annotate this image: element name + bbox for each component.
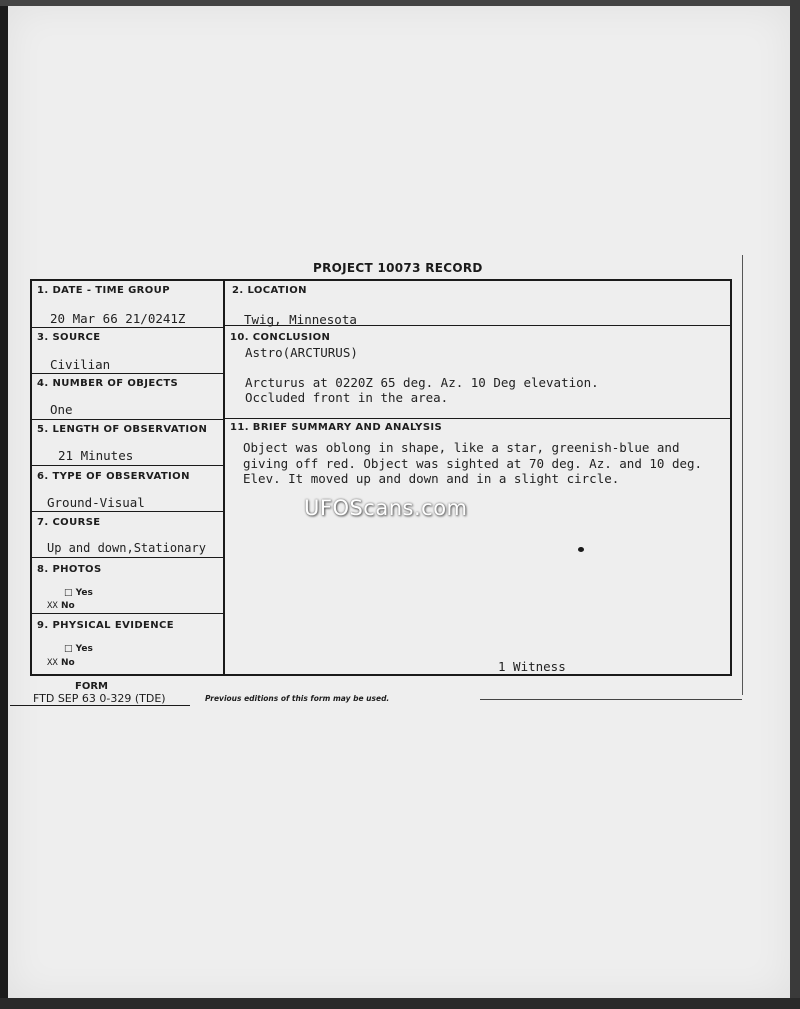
- conclusion-value: Astro(ARCTURUS): [245, 345, 358, 360]
- source-value: Civilian: [50, 357, 111, 372]
- length-of-observation-value: 21 Minutes: [58, 448, 134, 463]
- photos-yes-checkbox: [64, 588, 93, 598]
- form-title: PROJECT 10073 RECORD: [313, 261, 483, 275]
- photos-no-checkbox: [47, 601, 75, 611]
- date-time-label: 1. DATE - TIME GROUP: [37, 285, 170, 296]
- footer-form-id: FTD SEP 63 0-329 (TDE): [33, 692, 166, 705]
- course-label: 7. COURSE: [37, 517, 101, 528]
- conclusion-detail-line: Occluded front in the area.: [245, 390, 449, 405]
- length-of-observation-label: 5. LENGTH OF OBSERVATION: [37, 424, 208, 435]
- scan-border-bottom: [0, 998, 800, 1009]
- photos-yes-label: Yes: [75, 588, 93, 598]
- evidence-yes-label: Yes: [75, 644, 93, 654]
- physical-evidence-label: 9. PHYSICAL EVIDENCE: [37, 620, 174, 631]
- date-time-value: 20 Mar 66 21/0241Z: [50, 311, 186, 326]
- summary-label: 11. BRIEF SUMMARY AND ANALYSIS: [230, 422, 443, 433]
- evidence-no-label: No: [60, 658, 75, 668]
- number-of-objects-label: 4. NUMBER OF OBJECTS: [37, 378, 179, 389]
- summary-line: Object was oblong in shape, like a star, greenish-blue and: [243, 440, 680, 455]
- type-of-observation-value: Ground-Visual: [47, 495, 145, 510]
- summary-line: giving off red. Object was sighted at 70 deg. Az. and 10 deg.: [243, 456, 703, 471]
- location-value: Twig, Minnesota: [244, 312, 357, 327]
- checkbox-x-mark-icon: XX: [47, 658, 58, 668]
- scan-speck: [578, 547, 584, 552]
- type-of-observation-label: 6. TYPE OF OBSERVATION: [37, 471, 190, 482]
- conclusion-label: 10. CONCLUSION: [230, 332, 331, 343]
- footer-rule: [10, 705, 190, 706]
- checkbox-empty-icon: □: [64, 588, 73, 598]
- photos-no-label: No: [60, 601, 75, 611]
- footer-form-label: FORM: [75, 681, 108, 692]
- checkbox-empty-icon: □: [64, 644, 73, 654]
- conclusion-detail-line: Arcturus at 0220Z 65 deg. Az. 10 Deg elevation.: [245, 375, 599, 390]
- watermark: UFOScans.com: [304, 496, 468, 520]
- footer-rule: [480, 699, 742, 700]
- course-value: Up and down,Stationary: [47, 541, 206, 555]
- evidence-no-checkbox: [47, 658, 75, 668]
- location-label: 2. LOCATION: [232, 285, 307, 296]
- evidence-yes-checkbox: [64, 644, 93, 654]
- summary-line: Elev. It moved up and down and in a slight circle.: [243, 471, 620, 486]
- footer-note: Previous editions of this form may be used.: [205, 694, 390, 703]
- scan-border-right: [790, 0, 800, 1009]
- checkbox-x-mark-icon: XX: [47, 601, 58, 611]
- witness-count: 1 Witness: [498, 659, 566, 674]
- number-of-objects-value: One: [50, 402, 73, 417]
- photos-label: 8. PHOTOS: [37, 564, 102, 575]
- source-label: 3. SOURCE: [37, 332, 101, 343]
